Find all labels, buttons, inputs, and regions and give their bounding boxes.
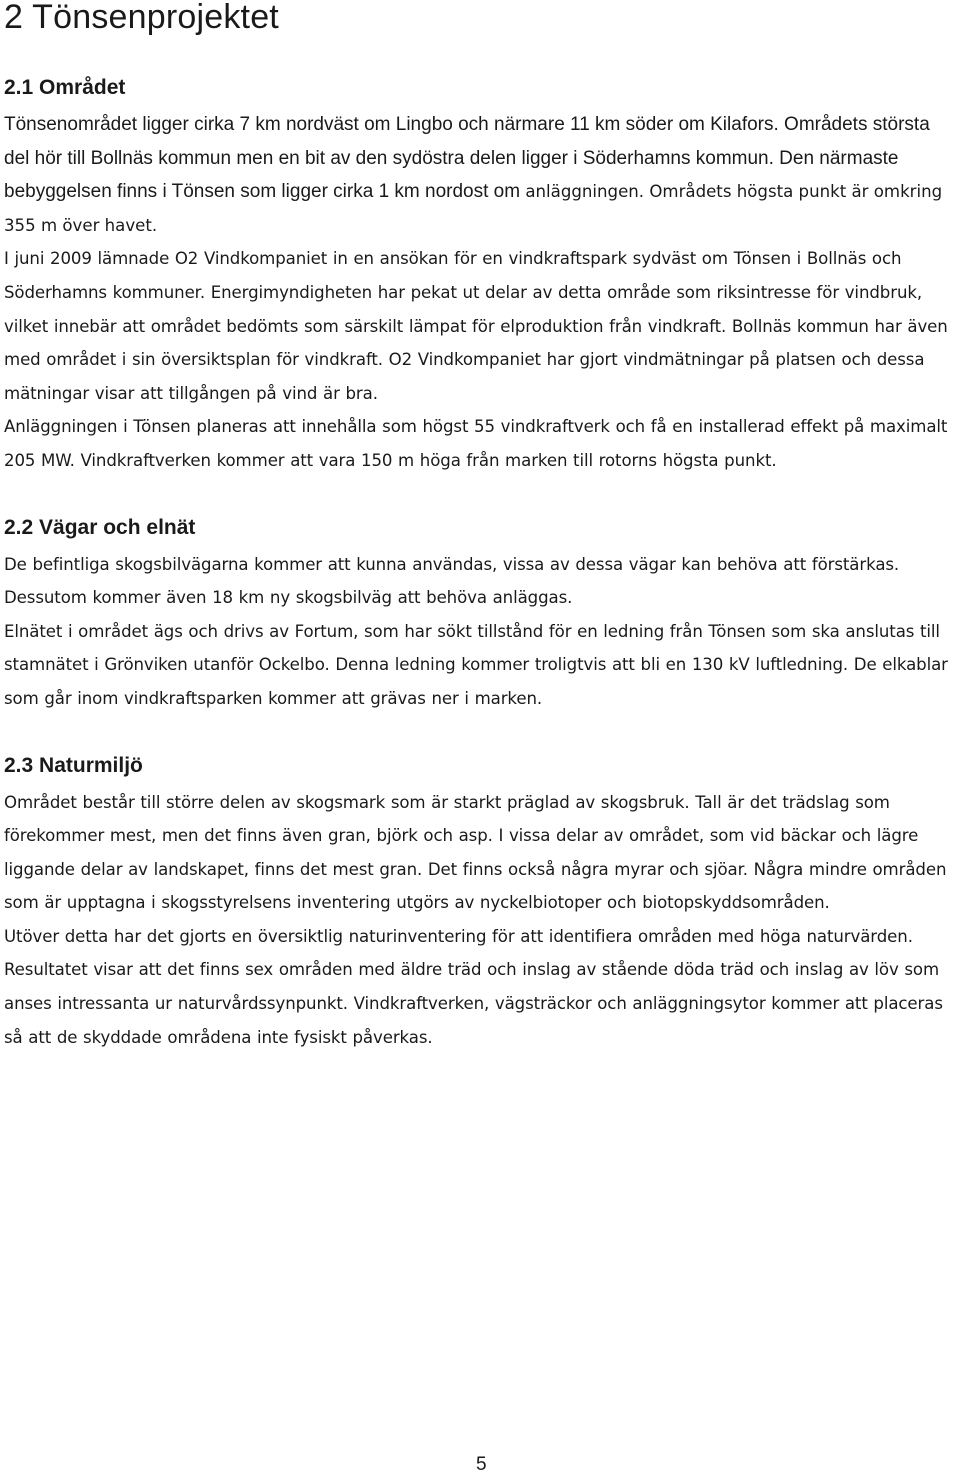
paragraph-omradet-location-text: Tönsenområdet ligger cirka 7 km nordväst om Lingbo och närmare 11 km söder om Kilafors. Områdets största del hör till Bollnäs kommun men en bit av den sydöstra delen ligger i Söderhamns kommun. Den närmaste bebyggelsen finns i Tönsen som ligger cirka 1 km nordost om — [4, 114, 930, 203]
paragraph-naturmiljo-forest: Området består till större delen av skogsmark som är starkt präglad av skogsbruk. Tall är det trädslag som förekommer mest, men det finns även gran, björk och asp. I vissa delar av området, som vid bäckar och lägre liggande delar av landskapet, finns det mest gran. Det finns också några myrar och sjöar. Några mindre områden som är upptagna i skogsstyrelsens inventering utgörs av nyckelbiotoper och biotopskyddsområden. — [4, 792, 947, 913]
paragraph-omradet-location — [4, 108, 958, 242]
section-vagar-elnat — [4, 514, 958, 716]
section-heading-vagar-elnat: 2.2 Vägar och elnät — [4, 515, 196, 539]
chapter-heading: 2 Tönsenprojektet — [4, 0, 279, 36]
paragraph-omradet-elevation: Områdets högsta punkt är omkring 355 m över havet. — [4, 182, 943, 235]
paragraph-omradet-application: I juni 2009 lämnade O2 Vindkompaniet in en ansökan för en vindkraftspark sydväst om Tönsen i Bollnäs och Söderhamns kommuner. Energimyndigheten har pekat ut delar av detta område som riksintresse för vindbruk, vilket innebär att området bedömts som särskilt lämpat för elproduktion från vindkraft. Bollnäs kommun har även med området i sin översiktsplan för vindkraft. O2 Vindkompaniet har gjort vindmätningar på platsen och dessa mätningar visar att tillgången på vind är bra. — [4, 249, 948, 403]
section-heading-naturmiljo: 2.3 Naturmiljö — [4, 753, 143, 777]
section-naturmiljo — [4, 752, 958, 1055]
paragraph-omradet-plant: Anläggningen i Tönsen planeras att innehålla som högst 55 vindkraftverk och få en installerad effekt på maximalt 205 MW. Vindkraftverken kommer att vara 150 m höga från marken till rotorns högsta punkt. — [4, 417, 948, 470]
page-number: 5 — [476, 1454, 487, 1475]
paragraph-omradet-location-end: anläggningen. — [525, 182, 645, 202]
section-heading-omradet: 2.1 Området — [4, 76, 126, 99]
paragraph-vagar: De befintliga skogsbilvägarna kommer att kunna användas, vissa av dessa vägar kan behöva att förstärkas. Dessutom kommer även 18 km ny skogsbilväg att behöva anläggas. — [4, 554, 900, 608]
paragraph-elnat: Elnätet i området ägs och drivs av Fortum, som har sökt tillstånd för en ledning från Tönsen som ska anslutas till stamnätet i Grönviken utanför Ockelbo. Denna ledning kommer troligtvis att bli en 130 kV luftledning. De elkablar som går inom vindkraftsparken kommer att grävas ner i marken. — [4, 621, 948, 708]
paragraph-naturmiljo-inventory: Utöver detta har det gjorts en översiktlig naturinventering för att identifiera områden med höga naturvärden. Resultatet visar att det finns sex områden med äldre träd och inslag av stående döda träd och inslag av löv som anses intressanta ur naturvårdssynpunkt. Vindkraftverken, vägsträckor och anläggningsytor kommer att placeras så att de skyddade områdena inte fysiskt påverkas. — [4, 926, 943, 1047]
document-page — [4, 0, 958, 1054]
section-omradet — [4, 74, 958, 478]
